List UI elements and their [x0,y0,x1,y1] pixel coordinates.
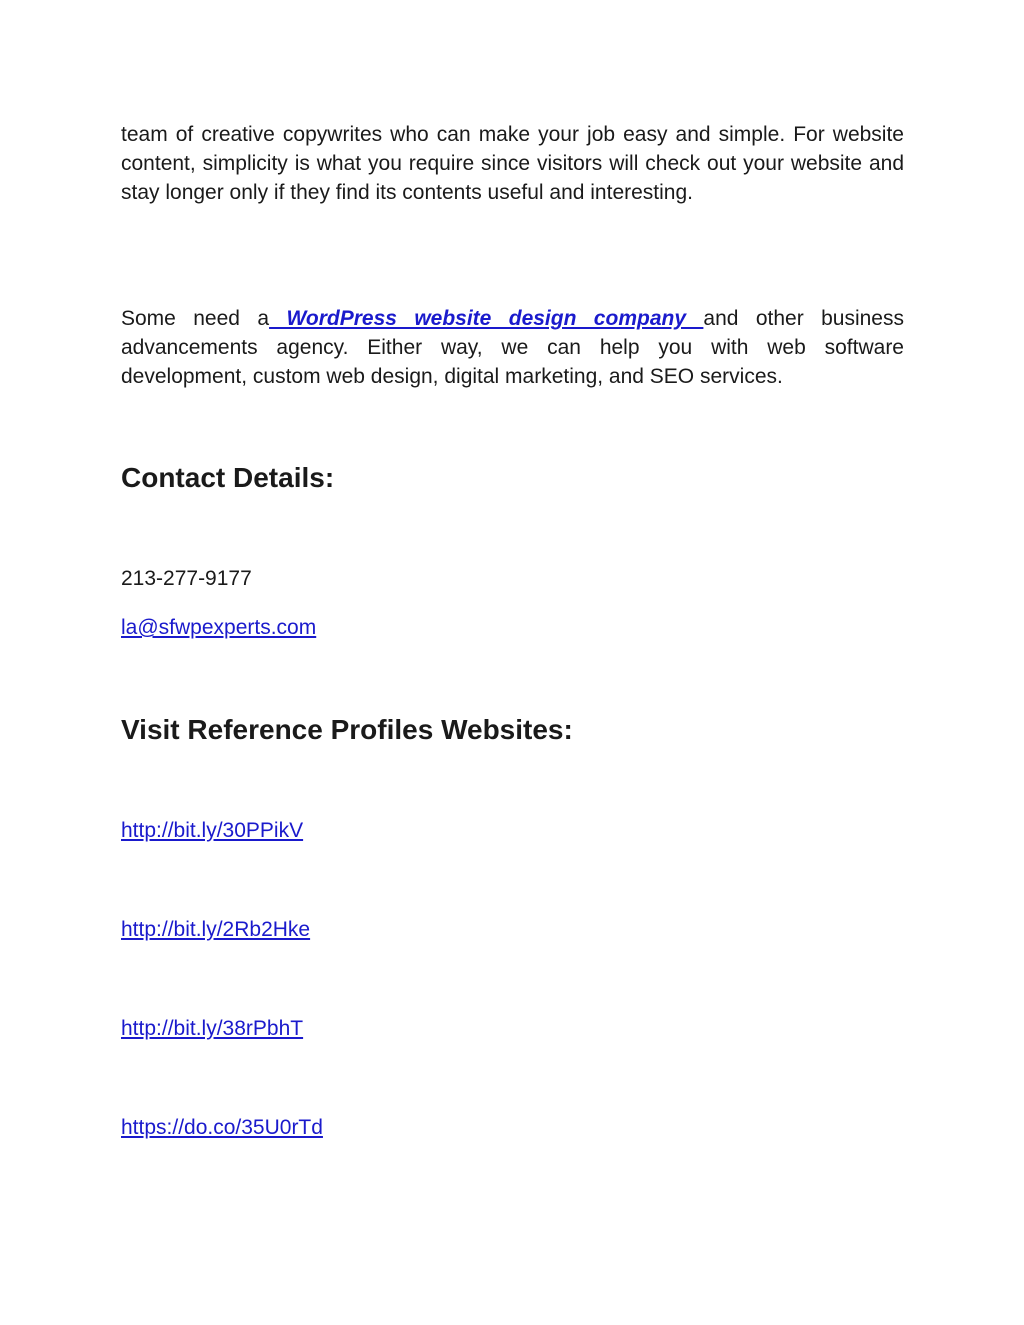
services-text-after: and other business advancements agency. Either way, we can help you with web software development, custom web design, digital marketing, and SEO services. [121,307,904,388]
reference-profiles-heading: Visit Reference Profiles Websites: [121,714,573,745]
reference-link[interactable]: http://bit.ly/2Rb2Hke [121,918,311,941]
contact-phone: 213-277-9177 [121,567,252,590]
contact-details-heading: Contact Details: [121,462,335,493]
reference-link[interactable]: https://do.co/35U0rTd [121,1116,323,1139]
reference-link[interactable]: http://bit.ly/30PPikV [121,819,304,842]
services-paragraph [121,304,904,391]
services-text-before: Some need a [121,307,270,330]
document-page [121,0,904,1325]
contact-email-link[interactable]: la@sfwpexperts.com [121,616,317,639]
reference-link[interactable]: http://bit.ly/38rPbhT [121,1017,304,1040]
intro-paragraph: team of creative copywrites who can make your job easy and simple. For website content, simplicity is what you require since visitors will check out your website and stay longer only if they find its contents useful and interesting. [121,123,904,204]
wordpress-design-company-link[interactable]: WordPress website design company [269,307,704,330]
